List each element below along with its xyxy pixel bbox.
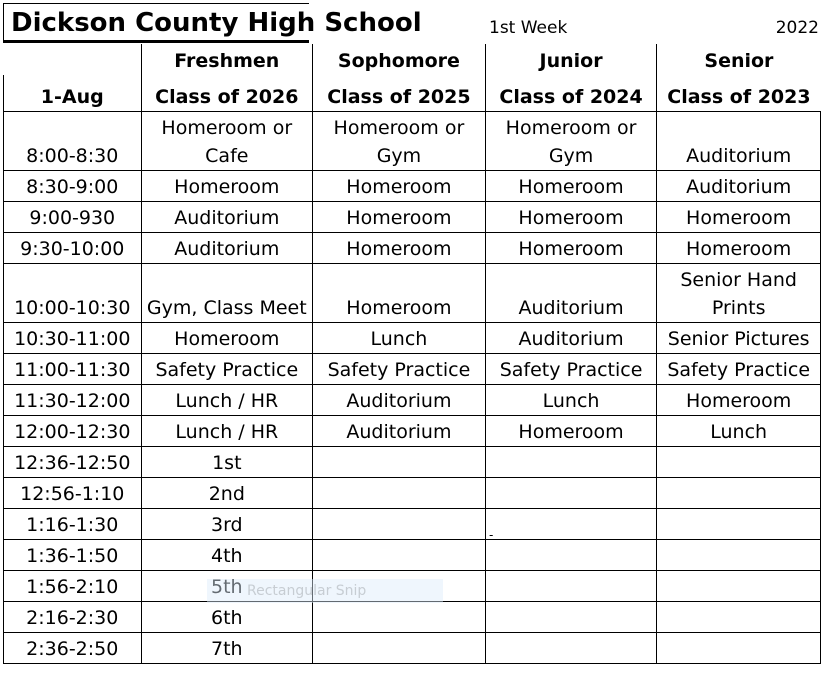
activity-cell	[657, 264, 821, 323]
activity-cell	[485, 633, 657, 664]
group-header: Junior	[485, 44, 657, 75]
activity-cell	[657, 478, 821, 509]
activity-line	[486, 573, 657, 601]
activity-cell	[485, 171, 657, 202]
activity-line	[657, 449, 820, 477]
activity-line	[657, 114, 820, 142]
activity-line: Auditorium	[518, 297, 624, 319]
activity-line	[657, 511, 820, 539]
time-cell: 10:30-11:00	[4, 323, 142, 354]
activity-cell	[485, 385, 657, 416]
activity-line: Homeroom	[346, 238, 452, 260]
activity-line: Lunch	[710, 421, 768, 443]
activity-cell	[657, 385, 821, 416]
schedule-row	[4, 633, 821, 664]
activity-cell	[657, 416, 821, 447]
activity-line: Homeroom	[346, 176, 452, 198]
time-cell: 9:00-930	[4, 202, 142, 233]
activity-line: Safety Practice	[667, 359, 811, 381]
activity-cell	[485, 540, 657, 571]
activity-line	[313, 511, 485, 539]
activity-line: Homeroom	[518, 176, 624, 198]
activity-line: Homeroom	[346, 207, 452, 229]
activity-line: Auditorium	[174, 238, 280, 260]
time-cell: 8:30-9:00	[4, 171, 142, 202]
activity-cell	[485, 509, 657, 540]
schedule-row	[4, 602, 821, 633]
class-header: Class of 2024	[485, 75, 657, 112]
time-cell: 8:00-8:30	[4, 112, 142, 171]
activity-line	[313, 604, 485, 632]
activity-line: 5th	[211, 576, 243, 598]
schedule-row	[4, 233, 821, 264]
activity-line	[142, 266, 313, 294]
time-cell: 2:36-2:50	[4, 633, 142, 664]
group-header: Freshmen	[141, 44, 313, 75]
activity-line: Senior Pictures	[667, 328, 810, 350]
activity-cell	[141, 602, 313, 633]
activity-cell	[141, 112, 313, 171]
activity-line: Homeroom	[686, 207, 792, 229]
activity-cell	[141, 323, 313, 354]
activity-cell	[141, 633, 313, 664]
activity-cell	[485, 112, 657, 171]
activity-cell	[141, 509, 313, 540]
activity-cell	[313, 385, 486, 416]
activity-line: Homeroom	[174, 328, 280, 350]
activity-cell	[485, 264, 657, 323]
time-cell: 10:00-10:30	[4, 264, 142, 323]
activity-cell	[657, 540, 821, 571]
activity-line: Lunch / HR	[175, 390, 279, 412]
activity-cell	[657, 112, 821, 171]
activity-line: 7th	[211, 638, 243, 660]
schedule-row	[4, 540, 821, 571]
time-cell: 11:00-11:30	[4, 354, 142, 385]
activity-line: Auditorium	[518, 328, 624, 350]
activity-cell	[657, 233, 821, 264]
class-header: Class of 2025	[313, 75, 486, 112]
activity-cell	[141, 416, 313, 447]
activity-cell	[313, 416, 486, 447]
activity-cell	[141, 478, 313, 509]
class-header-row	[4, 75, 821, 112]
activity-cell	[141, 233, 313, 264]
activity-line	[657, 573, 820, 601]
activity-line: Homeroom or	[161, 117, 293, 139]
activity-cell	[313, 202, 486, 233]
activity-line: Lunch / HR	[175, 421, 279, 443]
activity-cell	[485, 447, 657, 478]
activity-cell	[485, 416, 657, 447]
activity-line: 3rd	[210, 514, 243, 536]
schedule-row	[4, 385, 821, 416]
time-cell: 12:36-12:50	[4, 447, 142, 478]
activity-line	[486, 480, 657, 508]
activity-line: 4th	[211, 545, 243, 567]
activity-cell	[657, 633, 821, 664]
schedule-row	[4, 112, 821, 171]
time-cell: 1:36-1:50	[4, 540, 142, 571]
activity-line: Gym, Class Meet	[146, 297, 307, 319]
activity-line: Lunch	[370, 328, 428, 350]
rectangular-snip-overlay: Rectangular Snip	[207, 579, 443, 603]
activity-line: Gym	[548, 145, 594, 167]
activity-cell	[485, 602, 657, 633]
activity-cell	[657, 571, 821, 602]
activity-cell	[657, 602, 821, 633]
activity-cell	[313, 602, 486, 633]
activity-line: Homeroom	[686, 238, 792, 260]
activity-line	[313, 449, 485, 477]
activity-cell	[313, 354, 486, 385]
activity-cell	[141, 202, 313, 233]
activity-line	[657, 480, 820, 508]
schedule-row	[4, 354, 821, 385]
activity-cell	[141, 385, 313, 416]
schedule-table	[3, 44, 821, 664]
activity-line: Auditorium	[346, 421, 452, 443]
group-header: Sophomore	[313, 44, 486, 75]
schedule-row	[4, 509, 821, 540]
class-header: Class of 2023	[657, 75, 821, 112]
activity-line: Auditorium	[686, 145, 792, 167]
time-cell: 1:56-2:10	[4, 571, 142, 602]
activity-line: Safety Practice	[327, 359, 471, 381]
activity-line: Homeroom	[518, 207, 624, 229]
year-label: 2022	[775, 18, 819, 38]
activity-line	[486, 511, 657, 539]
week-label: 1st Week	[489, 18, 568, 38]
activity-line: Auditorium	[686, 176, 792, 198]
date-header: 1-Aug	[4, 75, 142, 112]
activity-line: Auditorium	[346, 390, 452, 412]
activity-cell	[141, 171, 313, 202]
schedule-row	[4, 447, 821, 478]
time-cell: 2:16-2:30	[4, 602, 142, 633]
activity-cell	[313, 264, 486, 323]
activity-cell	[313, 447, 486, 478]
activity-line: Prints	[711, 297, 766, 319]
class-header: Class of 2026	[141, 75, 313, 112]
activity-line: Auditorium	[174, 207, 280, 229]
activity-cell	[313, 233, 486, 264]
time-cell: 12:56-1:10	[4, 478, 142, 509]
activity-line: Gym	[376, 145, 422, 167]
activity-line: Homeroom or	[333, 117, 465, 139]
activity-line: Lunch	[542, 390, 600, 412]
activity-line: Homeroom	[174, 176, 280, 198]
activity-cell	[141, 264, 313, 323]
activity-cell	[313, 633, 486, 664]
activity-line	[486, 266, 657, 294]
activity-cell	[141, 447, 313, 478]
activity-cell	[657, 509, 821, 540]
activity-line	[486, 604, 657, 632]
activity-line: Homeroom	[518, 238, 624, 260]
schedule-row	[4, 171, 821, 202]
time-cell: 11:30-12:00	[4, 385, 142, 416]
activity-cell	[657, 447, 821, 478]
activity-cell	[141, 540, 313, 571]
activity-line	[486, 449, 657, 477]
activity-cell	[141, 354, 313, 385]
activity-cell	[485, 202, 657, 233]
corner-cell	[4, 44, 142, 75]
activity-cell	[485, 233, 657, 264]
title-underline	[3, 41, 309, 43]
activity-line: Homeroom	[686, 390, 792, 412]
group-header: Senior	[657, 44, 821, 75]
activity-cell	[485, 571, 657, 602]
activity-line: Homeroom	[346, 297, 452, 319]
schedule-row	[4, 264, 821, 323]
activity-cell	[657, 202, 821, 233]
activity-line: Homeroom	[518, 421, 624, 443]
group-header-row	[4, 44, 821, 75]
activity-cell	[313, 323, 486, 354]
activity-line: Safety Practice	[499, 359, 643, 381]
activity-cell	[485, 323, 657, 354]
activity-line	[657, 542, 820, 570]
activity-line: 6th	[211, 607, 243, 629]
activity-line: Homeroom or	[505, 117, 637, 139]
schedule-row	[4, 416, 821, 447]
activity-line: 1st	[212, 452, 242, 474]
activity-line	[313, 266, 485, 294]
activity-line: Senior Hand	[680, 269, 797, 291]
activity-cell	[485, 478, 657, 509]
activity-cell	[313, 509, 486, 540]
activity-cell	[313, 171, 486, 202]
activity-cell	[313, 112, 486, 171]
activity-line: Cafe	[205, 145, 249, 167]
activity-cell	[657, 354, 821, 385]
activity-line	[486, 635, 657, 663]
time-cell: 12:00-12:30	[4, 416, 142, 447]
activity-cell	[485, 354, 657, 385]
activity-cell	[313, 540, 486, 571]
activity-line: Safety Practice	[155, 359, 299, 381]
time-cell: 9:30-10:00	[4, 233, 142, 264]
activity-line	[657, 604, 820, 632]
activity-line	[657, 635, 820, 663]
activity-line: 2nd	[208, 483, 245, 505]
activity-line	[313, 480, 485, 508]
stray-dash: -	[489, 528, 494, 542]
activity-line	[486, 542, 657, 570]
schedule-row	[4, 478, 821, 509]
activity-cell	[657, 323, 821, 354]
activity-cell	[313, 478, 486, 509]
schedule-row	[4, 202, 821, 233]
activity-line	[313, 635, 485, 663]
time-cell: 1:16-1:30	[4, 509, 142, 540]
activity-cell	[657, 171, 821, 202]
schedule-row	[4, 323, 821, 354]
school-title: Dickson County High School	[3, 3, 309, 41]
activity-line	[313, 542, 485, 570]
